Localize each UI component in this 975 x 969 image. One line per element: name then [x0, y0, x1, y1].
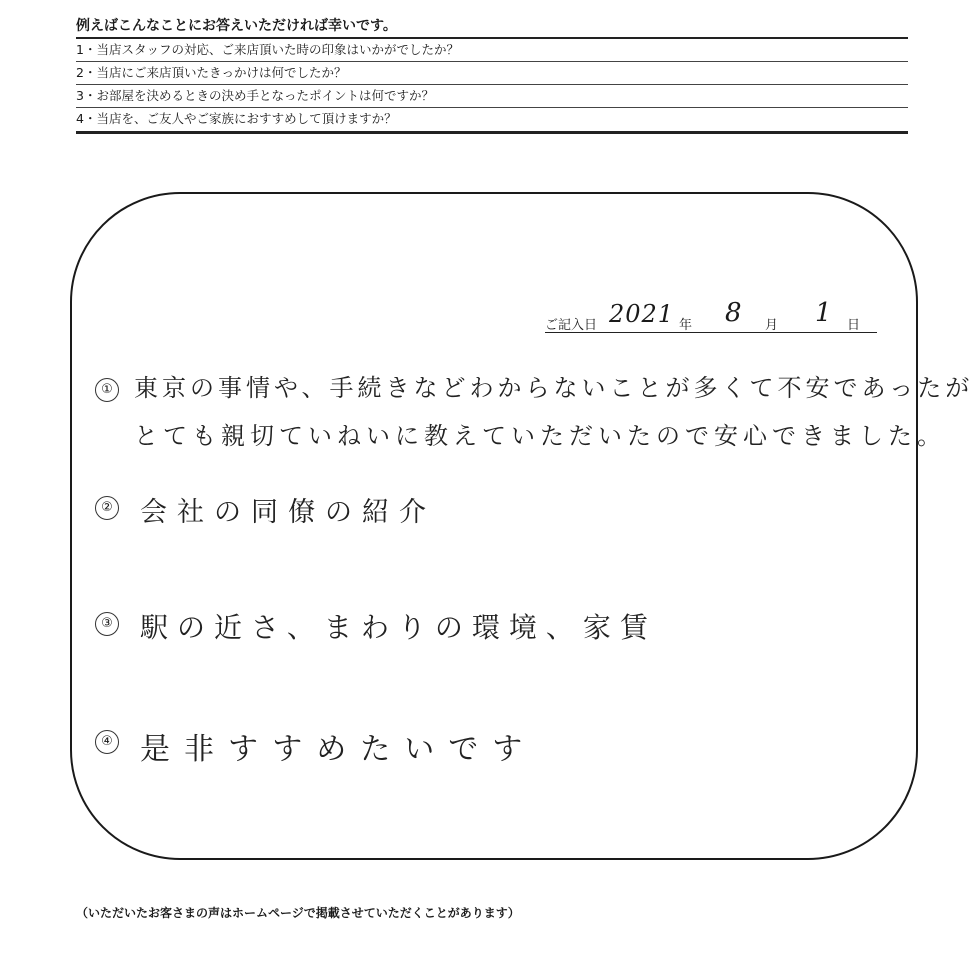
date-row	[545, 298, 877, 333]
month-unit: 月	[765, 318, 779, 333]
answer-number-3: ③	[95, 612, 119, 636]
answer-2-text: 会社の同僚の紹介	[140, 497, 436, 528]
question-3: 3・お部屋を決めるときの決め手となったポイントは何ですか？	[76, 85, 908, 108]
answer-number-1: ①	[95, 378, 119, 402]
header-title: 例えばこんなことにお答えいただければ幸いです。	[76, 16, 908, 39]
answer-number-4: ④	[95, 730, 119, 754]
answer-number-2: ②	[95, 496, 119, 520]
date-year: 2021	[609, 300, 675, 328]
date-month: 8	[725, 298, 743, 328]
footer-note: （いただいたお客さまの声はホームページで掲載させていただくことがあります）	[76, 906, 520, 920]
answer-3-text: 駅の近さ、まわりの環境、家賃	[140, 611, 657, 644]
question-4: 4・当店を、ご友人やご家族におすすめして頂けますか？	[76, 108, 908, 134]
question-1: 1・当店スタッフの対応、ご来店頂いた時の印象はいかがでしたか？	[76, 39, 908, 62]
answer-1-line-2: とても親切ていねいに教えていただいたので安心できました。	[134, 422, 946, 450]
question-2: 2・当店にご来店頂いたきっかけは何でしたか？	[76, 62, 908, 85]
date-day: 1	[815, 298, 833, 328]
question-header	[76, 16, 908, 134]
answer-4-text: 是非すすめたいです	[140, 732, 537, 767]
date-label: ご記入日	[545, 318, 598, 333]
answer-1-line-1: 東京の事情や、手続きなどわからないことが多くて不安であったが	[134, 374, 974, 402]
day-unit: 日	[847, 318, 861, 333]
year-unit: 年	[679, 318, 693, 333]
